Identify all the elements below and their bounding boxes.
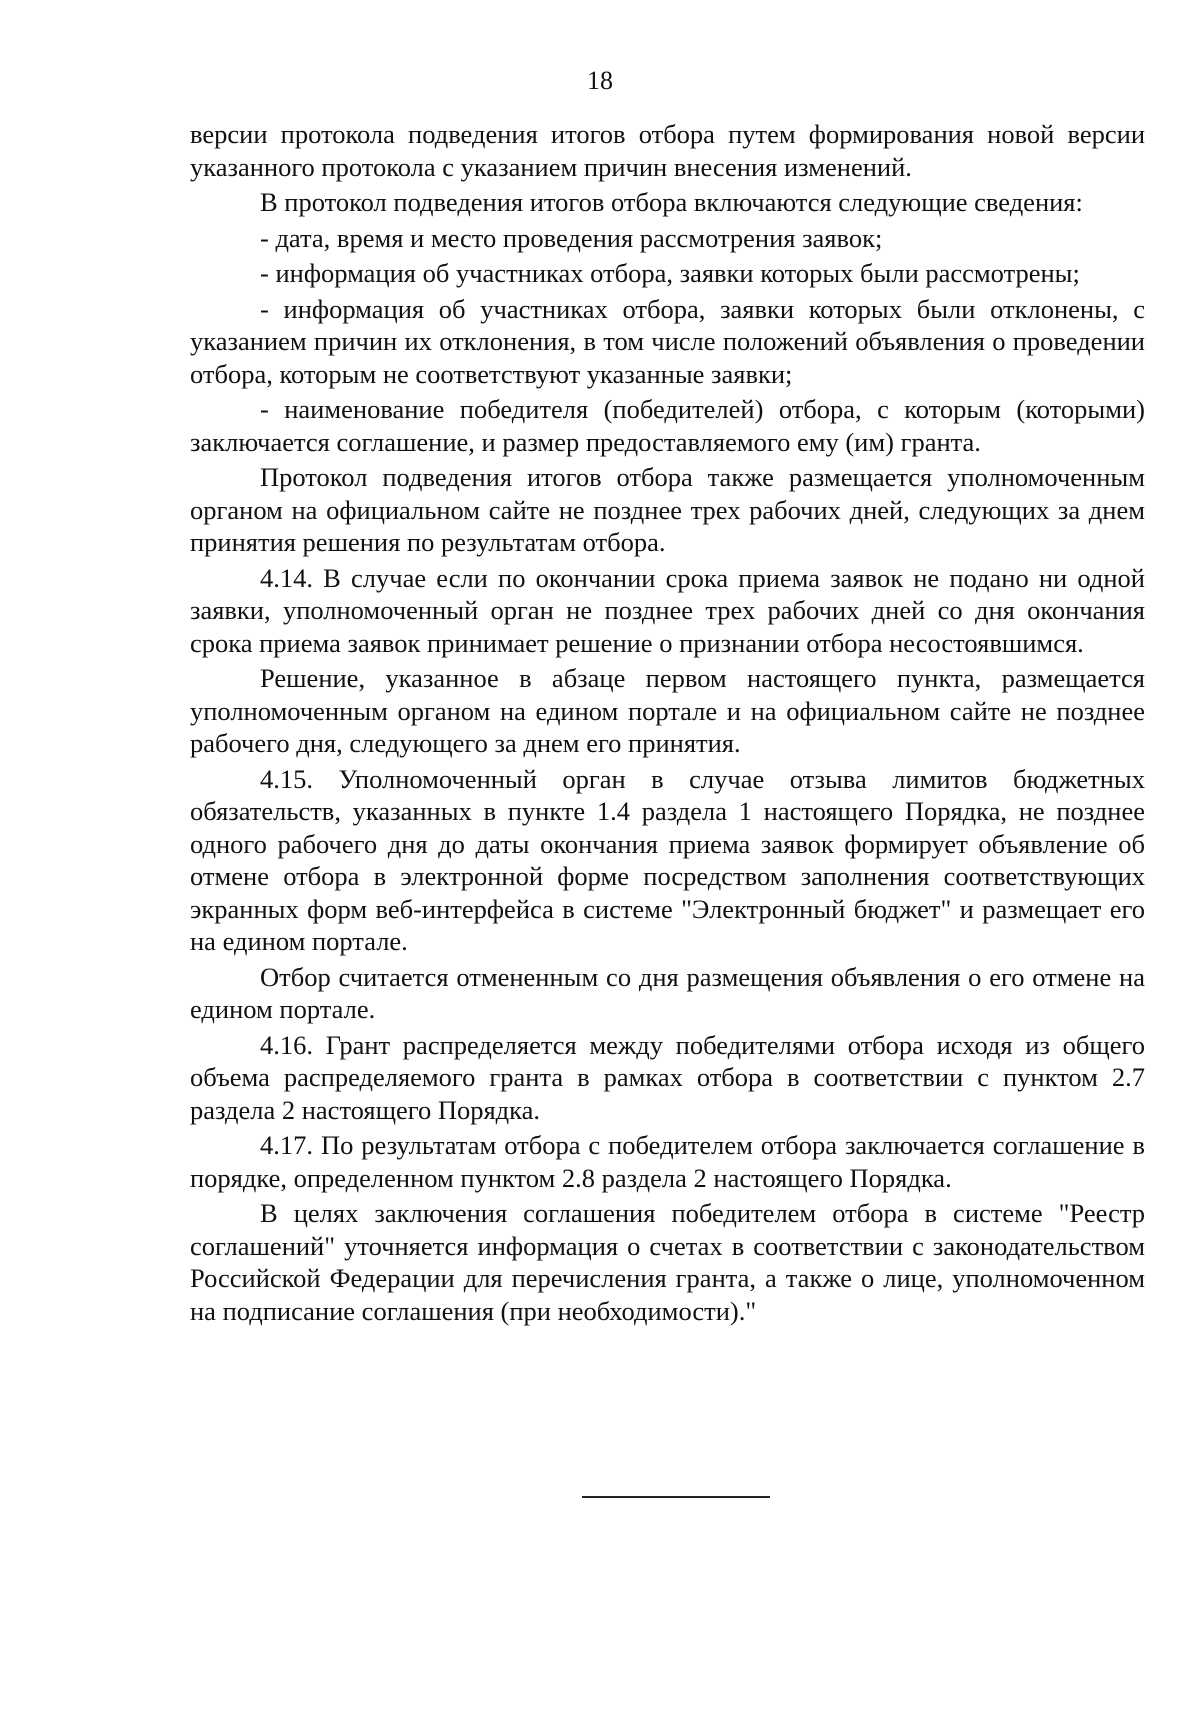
paragraph-protocol-contents: В протокол подведения итогов отбора включаются следующие сведения: — [260, 187, 1083, 217]
paragraph-decision-publication: Решение, указанное в абзаце первом настоящего пункта, размещается уполномоченным органом на едином портале и на официальном сайте не позднее рабочего дня, следующего за днем его принятия. — [190, 663, 1145, 758]
paragraph-continuation: версии протокола подведения итогов отбора путем формирования новой версии указанного протокола с указанием причин внесения изменений. — [190, 119, 1145, 182]
paragraph-4-16: 4.16. Грант распределяется между победителями отбора исходя из общего объема распределяемого гранта в рамках отбора в соответствии с пунктом 2.7 раздела 2 настоящего Порядка. — [190, 1029, 1145, 1125]
paragraph-4-15: 4.15. Уполномоченный орган в случае отзыва лимитов бюджетных обязательств, указанных в пункте 1.4 раздела 1 настоящего Порядка, не позднее одного рабочего дня до даты окончания приема заявок формирует объявление об отмене отбора в электронной форме посредством заполнения соответствующих экранных форм веб-интерфейса в системе "Электронный бюджет" и размещает его на едином портале. — [190, 763, 1145, 956]
list-item-reviewed-participants: - информация об участниках отбора, заявки которых были рассмотрены; — [260, 258, 1080, 288]
list-item-winner-name: - наименование победителя (победителей) отбора, с которым (которыми) заключается соглашение, и размер предоставляемого ему (им) гранта. — [190, 394, 1145, 457]
paragraph-agreement-registry: В целях заключения соглашения победителем отбора в системе "Реестр соглашений" уточняется информация о счетах в соответствии с законодательством Российской Федерации для перечисления гранта, а также о лице, уполномоченном на подписание соглашения (при необходимости)." — [190, 1198, 1145, 1326]
document-body — [190, 118, 1145, 1330]
paragraph-4-17: 4.17. По результатам отбора с победителем отбора заключается соглашение в порядке, определенном пунктом 2.8 раздела 2 настоящего Порядка. — [190, 1130, 1145, 1193]
paragraph-4-14: 4.14. В случае если по окончании срока приема заявок не подано ни одной заявки, уполномоченный орган не позднее трех рабочих дней со дня окончания срока приема заявок принимает решение о признании отбора несостоявшимся. — [190, 562, 1145, 658]
end-divider — [582, 1496, 770, 1498]
paragraph-cancellation: Отбор считается отмененным со дня размещения объявления о его отмене на едином портале. — [190, 961, 1145, 1024]
paragraph-protocol-publication: Протокол подведения итогов отбора также размещается уполномоченным органом на официальном сайте не позднее трех рабочих дней, следующих за днем принятия решения по результатам отбора. — [190, 462, 1145, 557]
page-number: 18 — [587, 66, 613, 95]
list-item-date-time-place: - дата, время и место проведения рассмотрения заявок; — [260, 222, 883, 253]
list-item-rejected-participants: - информация об участниках отбора, заявки которых были отклонены, с указанием причин их отклонения, в том числе положений объявления о проведении отбора, которым не соответствуют указанные заявки; — [190, 293, 1145, 389]
